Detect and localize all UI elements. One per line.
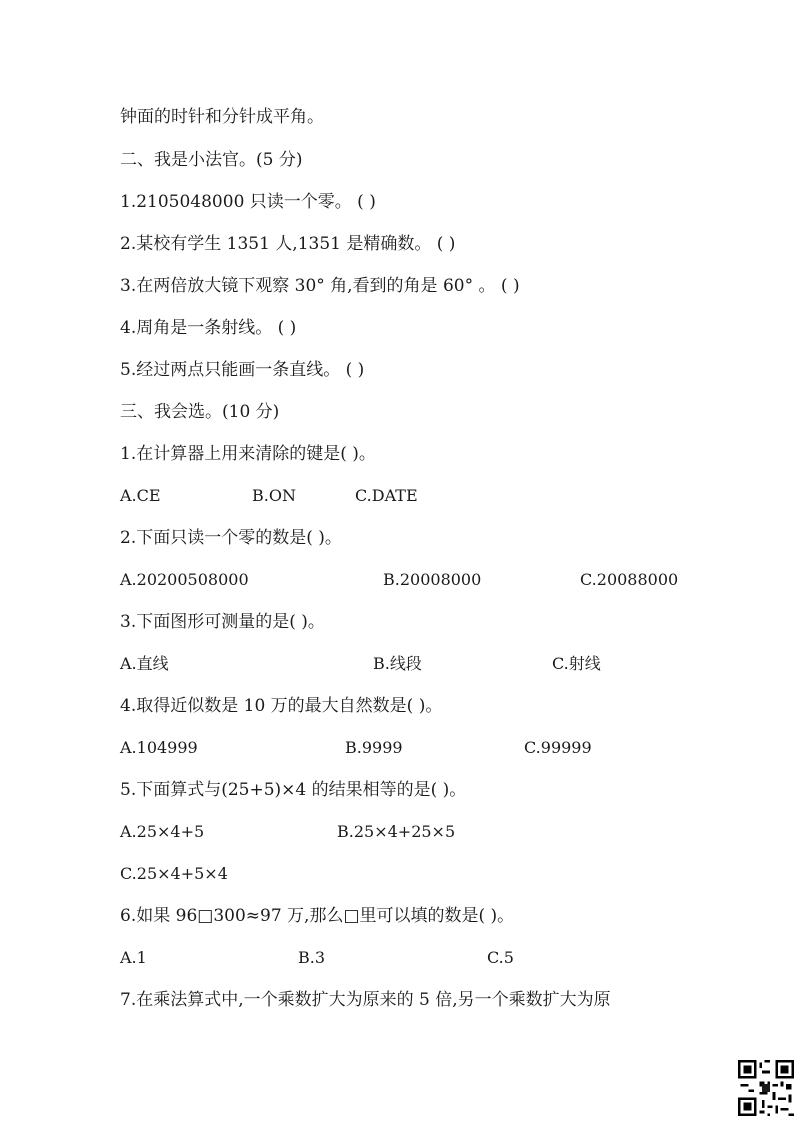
option-3b: B.线段 xyxy=(373,654,422,673)
choice-question-2: 2.下面只读一个零的数是( )。 xyxy=(120,528,342,548)
option-6b: B.3 xyxy=(298,948,326,967)
section2-heading: 二、我是小法官。(5 分) xyxy=(120,150,303,170)
option-1b: B.ON xyxy=(252,486,296,505)
judge-item-1: 1.2105048000 只读一个零。 ( ) xyxy=(120,192,376,212)
choice-question-6: 6.如果 96□300≈97 万,那么□里可以填的数是( )。 xyxy=(120,906,515,926)
choice-question-4: 4.取得近似数是 10 万的最大自然数是( )。 xyxy=(120,696,443,716)
choice-question-5: 5.下面算式与(25+5)×4 的结果相等的是( )。 xyxy=(120,780,467,800)
judge-item-5: 5.经过两点只能画一条直线。 ( ) xyxy=(120,360,365,380)
option-4b: B.9999 xyxy=(345,738,403,757)
option-5c: C.25×4+5×4 xyxy=(120,864,228,883)
intro-line: 钟面的时针和分针成平角。 xyxy=(120,107,324,127)
judge-item-2: 2.某校有学生 1351 人,1351 是精确数。 ( ) xyxy=(120,234,456,254)
section3-heading: 三、我会选。(10 分) xyxy=(120,402,280,422)
option-1c: C.DATE xyxy=(355,486,418,505)
qr-caption xyxy=(736,1118,798,1122)
option-1a: A.CE xyxy=(120,486,161,505)
option-5a: A.25×4+5 xyxy=(120,822,205,841)
option-6a: A.1 xyxy=(120,948,147,967)
option-4c: C.99999 xyxy=(524,738,592,757)
option-6c: C.5 xyxy=(487,948,514,967)
option-2c: C.20088000 xyxy=(580,570,679,589)
option-4a: A.104999 xyxy=(120,738,198,757)
option-5b: B.25×4+25×5 xyxy=(337,822,456,841)
qr-code-icon xyxy=(738,1060,794,1116)
choice-question-1: 1.在计算器上用来清除的键是( )。 xyxy=(120,444,376,464)
option-3c: C.射线 xyxy=(552,654,601,673)
choice-question-7: 7.在乘法算式中,一个乘数扩大为原来的 5 倍,另一个乘数扩大为原 xyxy=(120,990,611,1010)
option-2a: A.20200508000 xyxy=(120,570,249,589)
judge-item-4: 4.周角是一条射线。 ( ) xyxy=(120,318,297,338)
option-3a: A.直线 xyxy=(120,654,169,673)
judge-item-3: 3.在两倍放大镜下观察 30° 角,看到的角是 60° 。 ( ) xyxy=(120,276,520,296)
choice-question-3: 3.下面图形可测量的是( )。 xyxy=(120,612,325,632)
option-2b: B.20008000 xyxy=(383,570,482,589)
